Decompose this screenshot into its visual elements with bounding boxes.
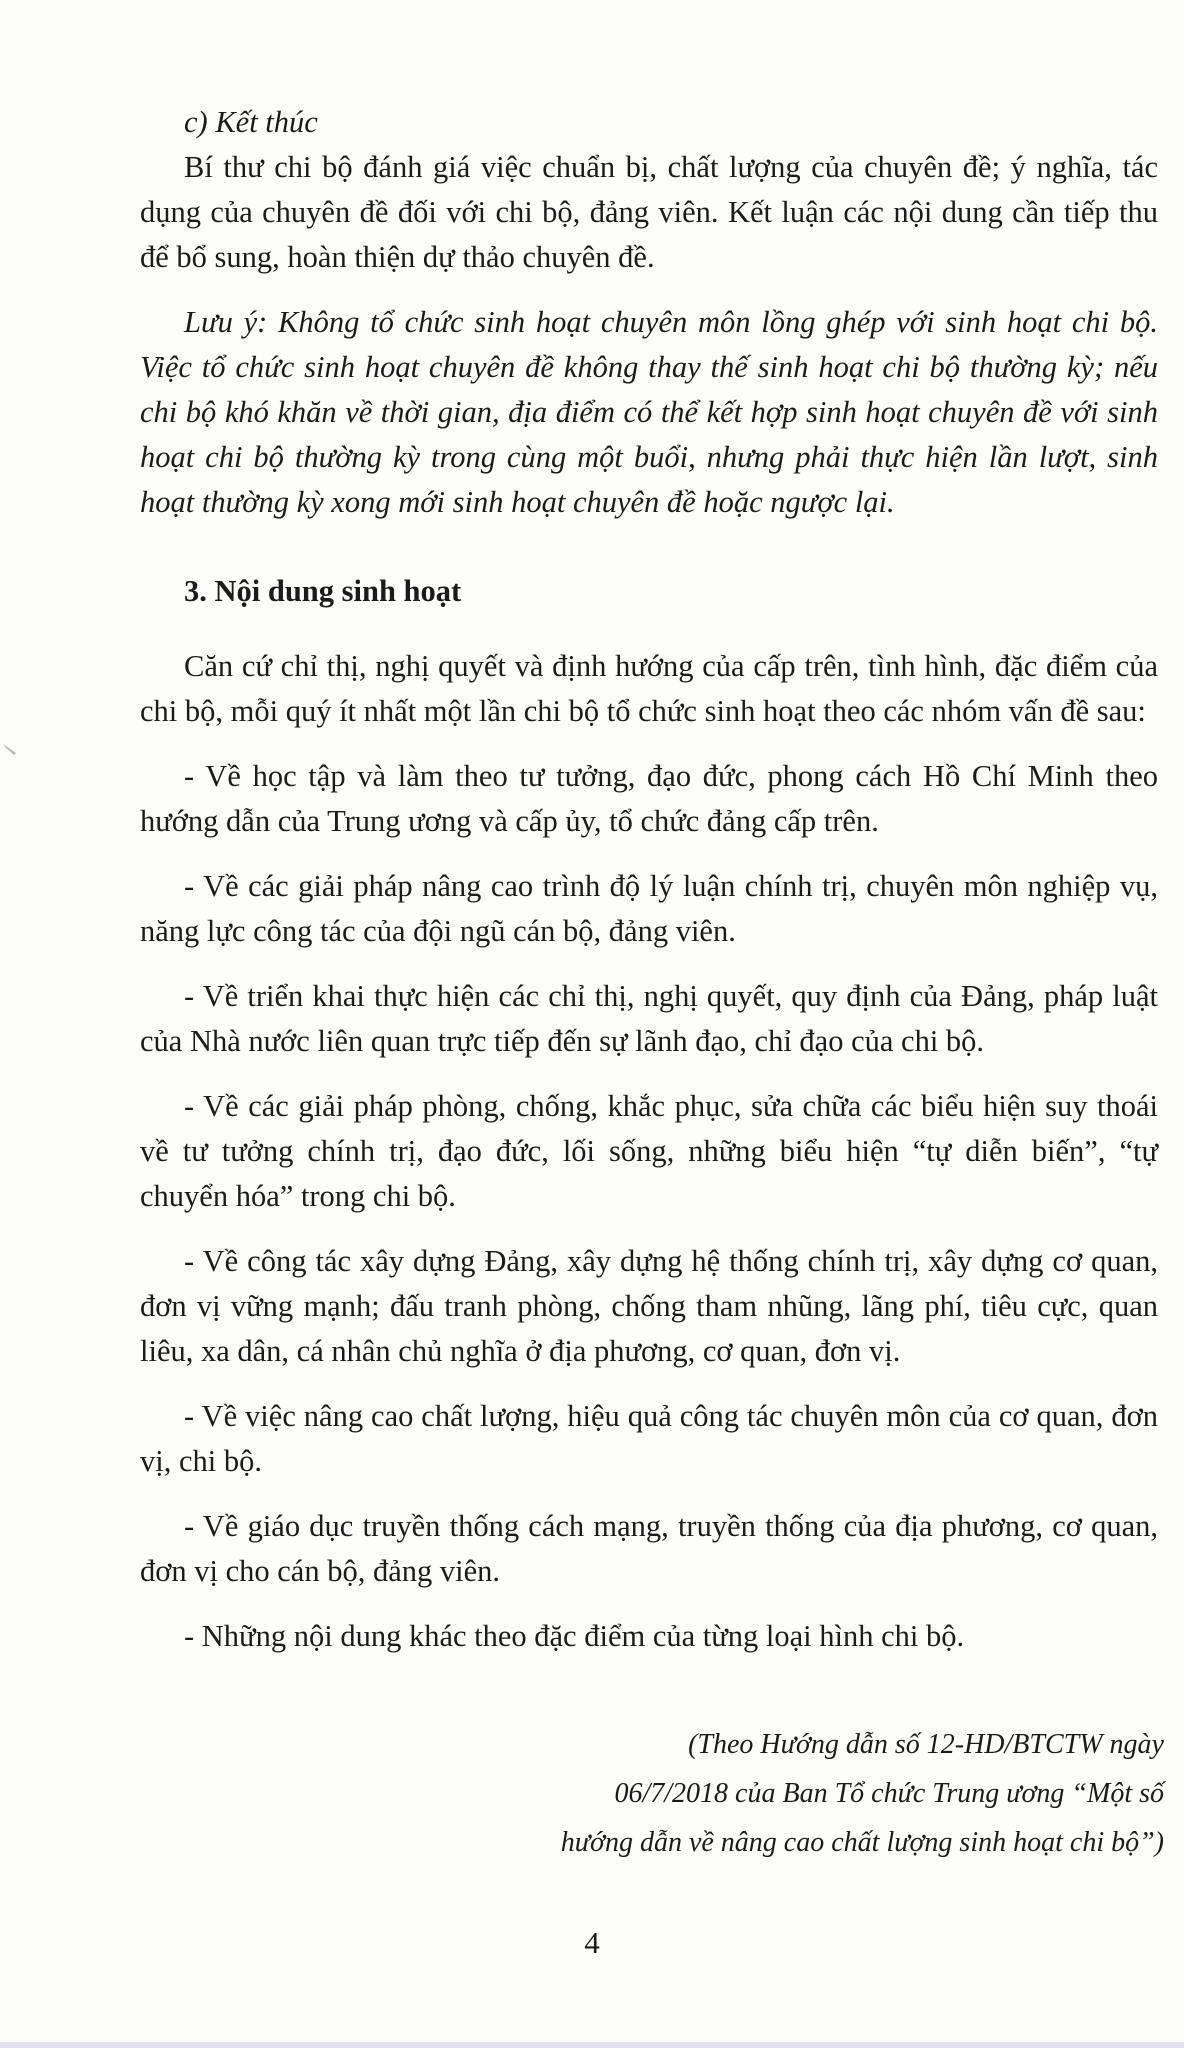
list-item: - Về các giải pháp nâng cao trình độ lý luận chính trị, chuyên môn nghiệp vụ, năng lực công tác của đội ngũ cán bộ, đảng viên. bbox=[140, 869, 1158, 948]
source-citation bbox=[560, 1720, 1164, 1867]
document-body bbox=[140, 100, 1158, 1679]
citation-line: (Theo Hướng dẫn số 12-HD/BTCTW ngày bbox=[688, 1729, 1164, 1760]
list-item: - Những nội dung khác theo đặc điểm của từng loại hình chi bộ. bbox=[184, 1619, 965, 1653]
list-item: - Về triển khai thực hiện các chỉ thị, nghị quyết, quy định của Đảng, pháp luật của Nhà nước liên quan trực tiếp đến sự lãnh đạo, chỉ đạo của chi bộ. bbox=[140, 979, 1158, 1058]
section-c-body: Bí thư chi bộ đánh giá việc chuẩn bị, chất lượng của chuyên đề; ý nghĩa, tác dụng của chuyên đề đối với chi bộ, đảng viên. Kết luận các nội dung cần tiếp thu để bổ sung, hoàn thiện dự thảo chuyên đề. bbox=[140, 150, 1158, 274]
section-c-title: c) Kết thúc bbox=[184, 105, 318, 139]
list-item: - Về việc nâng cao chất lượng, hiệu quả công tác chuyên môn của cơ quan, đơn vị, chi bộ. bbox=[140, 1399, 1158, 1478]
scan-bottom-edge bbox=[0, 2042, 1184, 2048]
page-number: 4 bbox=[584, 1925, 600, 1960]
citation-line: hướng dẫn về nâng cao chất lượng sinh hoạt chi bộ”) bbox=[560, 1827, 1164, 1858]
scan-artifact-mark bbox=[2, 742, 20, 756]
section-c-note: Lưu ý: Không tổ chức sinh hoạt chuyên môn lồng ghép với sinh hoạt chi bộ. Việc tổ chức sinh hoạt chuyên đề không thay thế sinh hoạt chi bộ thường kỳ; nếu chi bộ khó khăn về thời gian, địa điểm có thể kết hợp sinh hoạt chuyên đề với sinh hoạt chi bộ thường kỳ trong cùng một buổi, nhưng phải thực hiện lần lượt, sinh hoạt thường kỳ xong mới sinh hoạt chuyên đề hoặc ngược lại. bbox=[140, 305, 1158, 519]
section-3-intro: Căn cứ chỉ thị, nghị quyết và định hướng của cấp trên, tình hình, đặc điểm của chi bộ, mỗi quý ít nhất một lần chi bộ tổ chức sinh hoạt theo các nhóm vấn đề sau: bbox=[140, 649, 1158, 728]
list-item: - Về giáo dục truyền thống cách mạng, truyền thống của địa phương, cơ quan, đơn vị cho cán bộ, đảng viên. bbox=[140, 1509, 1158, 1588]
list-item: - Về học tập và làm theo tư tưởng, đạo đức, phong cách Hồ Chí Minh theo hướng dẫn của Trung ương và cấp ủy, tổ chức đảng cấp trên. bbox=[140, 759, 1158, 838]
list-item: - Về các giải pháp phòng, chống, khắc phục, sửa chữa các biểu hiện suy thoái về tư tưởng chính trị, đạo đức, lối sống, những biểu hiện “tự diễn biến”, “tự chuyển hóa” trong chi bộ. bbox=[140, 1089, 1158, 1213]
section-3-heading: 3. Nội dung sinh hoạt bbox=[184, 574, 462, 608]
citation-line: 06/7/2018 của Ban Tổ chức Trung ương “Một số bbox=[614, 1778, 1164, 1809]
list-item: - Về công tác xây dựng Đảng, xây dựng hệ thống chính trị, xây dựng cơ quan, đơn vị vững mạnh; đấu tranh phòng, chống tham nhũng, lãng phí, tiêu cực, quan liêu, xa dân, cá nhân chủ nghĩa ở địa phương, cơ quan, đơn vị. bbox=[140, 1244, 1158, 1368]
